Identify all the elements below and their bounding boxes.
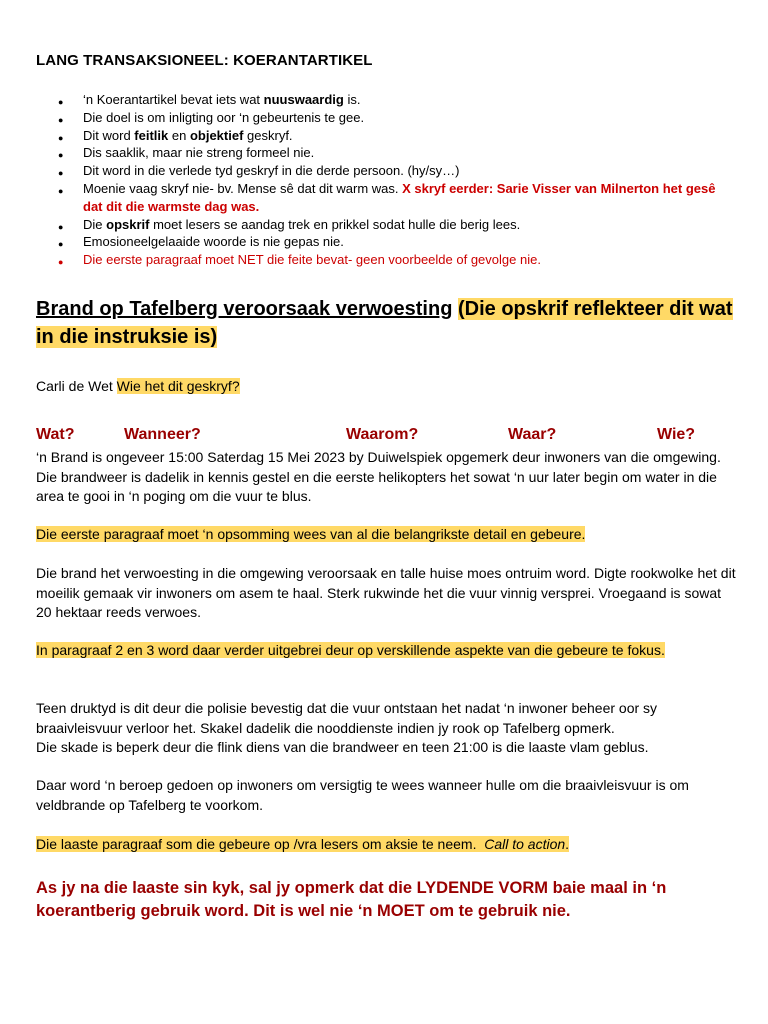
closing-remark: As jy na die laaste sin kyk, sal jy opmerk dat die LYDENDE VORM baie maal in ‘n koerantberig gebruik word. Dit is wel nie ‘n MOET om te gebruik nie. [36, 879, 667, 920]
bullet-icon: ● [58, 114, 64, 125]
note-3-text: Die laaste paragraaf som die gebeure op /vra lesers om aksie te neem. [36, 836, 485, 852]
note-2-text: In paragraaf 2 en 3 word daar verder uitgebrei deur op verskillende aspekte van die gebeure te fokus. [36, 642, 665, 658]
rule-item [36, 162, 736, 180]
bullet-icon: ● [58, 257, 64, 268]
rule-text: feitlik [134, 127, 169, 143]
call-to-action: Call to action [484, 836, 566, 852]
rule-item [36, 251, 736, 269]
rule-item [36, 216, 736, 234]
paragraph-3a: Teen druktyd is dit deur die polisie bevestig dat die vuur ontstaan het nadat ‘n inwoner beheer oor sy braaivleisvuur verloor het. Skakel dadelik die nooddienste indien jy rook op Tafelberg opmerk. [36, 700, 658, 736]
rule-text: Dit word [83, 127, 135, 143]
bullet-icon: ● [58, 185, 64, 196]
note-2 [36, 641, 736, 661]
question-wie: Wie? [657, 426, 696, 443]
rules-list [36, 91, 736, 269]
rule-item [36, 127, 736, 145]
bullet-icon: ● [58, 97, 64, 107]
bullet-icon: ● [58, 168, 64, 179]
rule-text: Die eerste paragraaf moet NET die feite bevat- geen voorbeelde of gevolge nie. [83, 252, 541, 268]
note-3 [36, 835, 736, 855]
rule-text: nuuswaardig [263, 92, 344, 107]
rule-item [36, 109, 736, 127]
bullet-icon: ● [58, 221, 64, 232]
rule-text: Die [83, 216, 107, 232]
author-note: Wie het dit geskryf? [116, 378, 240, 394]
rule-item [36, 91, 736, 109]
question-waarom: Waarom? [346, 426, 419, 443]
question-wanneer: Wanneer? [124, 426, 201, 443]
paragraph-2: Die brand het verwoesting in die omgewing veroorsaak en talle huise moes ontruim word. Digte rookwolke het dit moeilik gemaak vir inwoners om asem te haal. Sterk rukwinde het die vuur vinnig versprei. Vroegaand is sowat 20 hektaar reeds verwoes. [36, 565, 736, 620]
note-1 [36, 525, 736, 545]
document-title: LANG TRANSAKSIONEEL: KOERANTARTIKEL [36, 52, 373, 69]
rule-text: objektief [189, 127, 244, 143]
rule-item [36, 233, 736, 251]
question-wat: Wat? [36, 426, 75, 443]
note-3-highlight [36, 836, 569, 852]
author-name: Carli de Wet [36, 378, 113, 394]
headline-note: (Die opskrif reflekteer dit wat in die instruksie is) [36, 298, 733, 348]
question-words [0, 426, 768, 448]
rule-text: is. [343, 92, 361, 107]
author-line [36, 378, 240, 394]
rule-text: Dit word in die verlede tyd geskryf in die derde persoon. (hy/sy…) [83, 163, 460, 179]
headline-text: Brand op Tafelberg veroorsaak verwoesting [36, 298, 453, 320]
rule-text: X skryf eerder: Sarie Visser van Milnerton het gesê dat dit die warmste dag was. [83, 180, 716, 214]
bullet-icon: ● [58, 239, 64, 250]
rule-text: opskrif [106, 216, 150, 232]
rule-text: Emosioneelgelaaide woorde is nie gepas nie. [83, 234, 344, 250]
rule-text: geskryf. [243, 127, 293, 143]
note-3-end: . [565, 836, 570, 852]
rule-text: Moenie vaag skryf nie- bv. Mense sê dat dit warm was. [83, 180, 403, 196]
note-1-text: Die eerste paragraaf moet ‘n opsomming wees van al die belangrikste detail en gebeure. [36, 526, 586, 542]
question-waar: Waar? [508, 426, 557, 443]
rule-text: ‘n Koerantartikel bevat iets wat [83, 92, 264, 107]
rule-text: Dis saaklik, maar nie streng formeel nie. [83, 145, 315, 161]
rule-item [36, 144, 736, 162]
paragraph-3 [36, 699, 736, 758]
rule-text: moet lesers se aandag trek en prikkel sodat hulle die berig lees. [149, 216, 521, 232]
rule-text: en [168, 127, 190, 143]
bullet-icon: ● [58, 132, 64, 143]
paragraph-3b: Die skade is beperk deur die flink diens van die brandweer en teen 21:00 is die laaste vlam geblus. [36, 739, 649, 755]
paragraph-4: Daar word ‘n beroep gedoen op inwoners om versigtig te wees wanneer hulle om die braaivleisvuur is om veldbrande op Tafelberg te voorkom. [36, 777, 689, 813]
article-headline [36, 295, 736, 351]
rule-text: Die doel is om inligting oor ‘n gebeurtenis te gee. [83, 109, 365, 125]
paragraph-1: ‘n Brand is ongeveer 15:00 Saterdag 15 Mei 2023 by Duiwelspiek opgemerk deur inwoners van die omgewing. Die brandweer is dadelik in kennis gestel en die eerste helikopters het sowat ‘n uur later begin om water in die area te gooi in ‘n poging om die vuur te blus. [36, 449, 721, 504]
rule-item [36, 180, 736, 216]
bullet-icon: ● [58, 150, 64, 161]
